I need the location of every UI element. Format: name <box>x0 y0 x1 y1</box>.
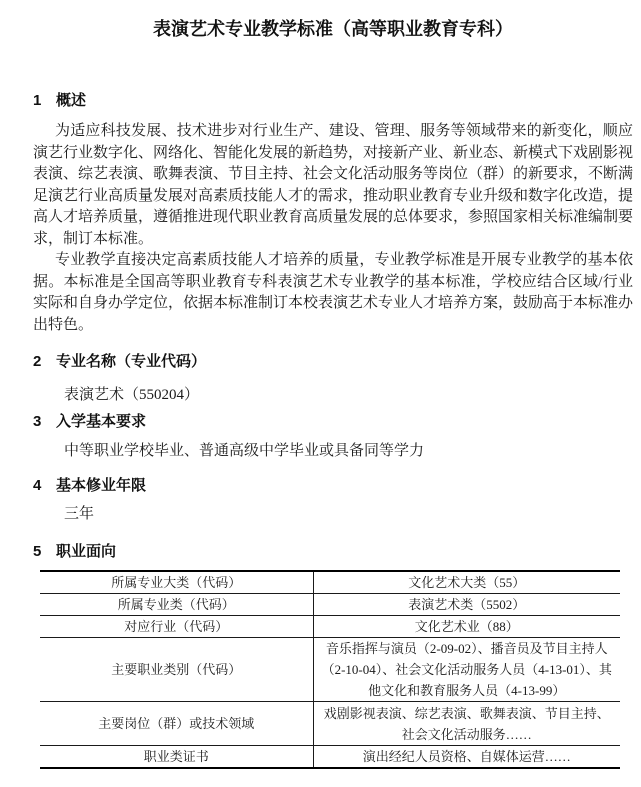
career-orientation-table <box>40 570 620 769</box>
row-value-cell: 音乐指挥与演员（2-09-02）、播音员及节目主持人（2-10-04）、社会文化活动服务人员（4-13-01）、其他文化和教育服务人员（4-13-99） <box>313 638 620 702</box>
major-name-value: 表演艺术（550204） <box>64 387 200 403</box>
section-number: 4 <box>33 477 42 494</box>
section-heading-major-name <box>33 352 633 372</box>
section-heading-study-duration <box>33 476 633 496</box>
section-heading-label: 职业面向 <box>56 543 117 560</box>
section-number: 3 <box>33 413 42 430</box>
section-heading-overview <box>33 91 633 111</box>
section-heading-label: 基本修业年限 <box>56 477 147 494</box>
section-heading-entry-requirements <box>33 412 633 432</box>
section-heading-career-orientation <box>33 542 633 562</box>
row-value-cell: 文化艺术大类（55） <box>408 575 526 590</box>
overview-paragraphs <box>33 121 633 336</box>
section-number: 1 <box>33 92 42 109</box>
row-label-cell: 所属专业类（代码） <box>40 594 313 616</box>
section-heading-label: 入学基本要求 <box>56 413 147 430</box>
section-heading-label: 专业名称（专业代码） <box>56 353 207 370</box>
section-heading-label: 概述 <box>56 92 87 109</box>
row-label-cell: 所属专业大类（代码） <box>40 571 313 594</box>
table-row <box>40 746 620 769</box>
table-row <box>40 616 620 638</box>
row-label-cell: 主要岗位（群）或技术领域 <box>40 702 313 746</box>
page-title: 表演艺术专业教学标准（高等职业教育专科） <box>153 19 513 39</box>
table-row <box>40 571 620 594</box>
row-label-cell: 对应行业（代码） <box>40 616 313 638</box>
row-label-cell: 主要职业类别（代码） <box>40 638 313 702</box>
study-duration-value: 三年 <box>64 506 95 522</box>
row-value-cell: 演出经纪人员资格、自媒体运营…… <box>313 746 620 769</box>
table-row <box>40 638 620 702</box>
section-number: 5 <box>33 543 42 560</box>
paragraph-1: 为适应科技发展、技术进步对行业生产、建设、管理、服务等领域带来的新变化，顺应演艺行业数字化、网络化、智能化发展的新趋势，对接新产业、新业态、新模式下戏剧影视表演、综艺表演、歌舞表演、节目主持、社会文化活动服务等岗位（群）的新要求，不断满足演艺行业高质量发展对高素质技能人才的需求，推动职业教育专业升级和数字化改造，提高人才培养质量，遵循推进现代职业教育高质量发展的总体要求，参照国家相关标准编制要求，制订本标准。 <box>33 123 634 247</box>
table-row <box>40 594 620 616</box>
paragraph-2: 专业教学直接决定高素质技能人才培养的质量，专业教学标准是开展专业教学的基本依据。本标准是全国高等职业教育专科表演艺术专业教学的基本标准，学校应结合区域/行业实际和自身办学定位，依据本标准制订本校表演艺术专业人才培养方案，鼓励高于本标准办出特色。 <box>33 252 634 333</box>
section-number: 2 <box>33 353 42 370</box>
row-value-cell: 文化艺术业（88） <box>313 616 620 638</box>
row-label-cell: 职业类证书 <box>40 746 313 769</box>
row-value-cell: 戏剧影视表演、综艺表演、歌舞表演、节目主持、社会文化活动服务…… <box>313 702 620 746</box>
table-row <box>40 702 620 746</box>
entry-requirements-value: 中等职业学校毕业、普通高级中学毕业或具备同等学力 <box>64 443 425 459</box>
row-value-cell: 表演艺术类（5502） <box>313 594 620 616</box>
